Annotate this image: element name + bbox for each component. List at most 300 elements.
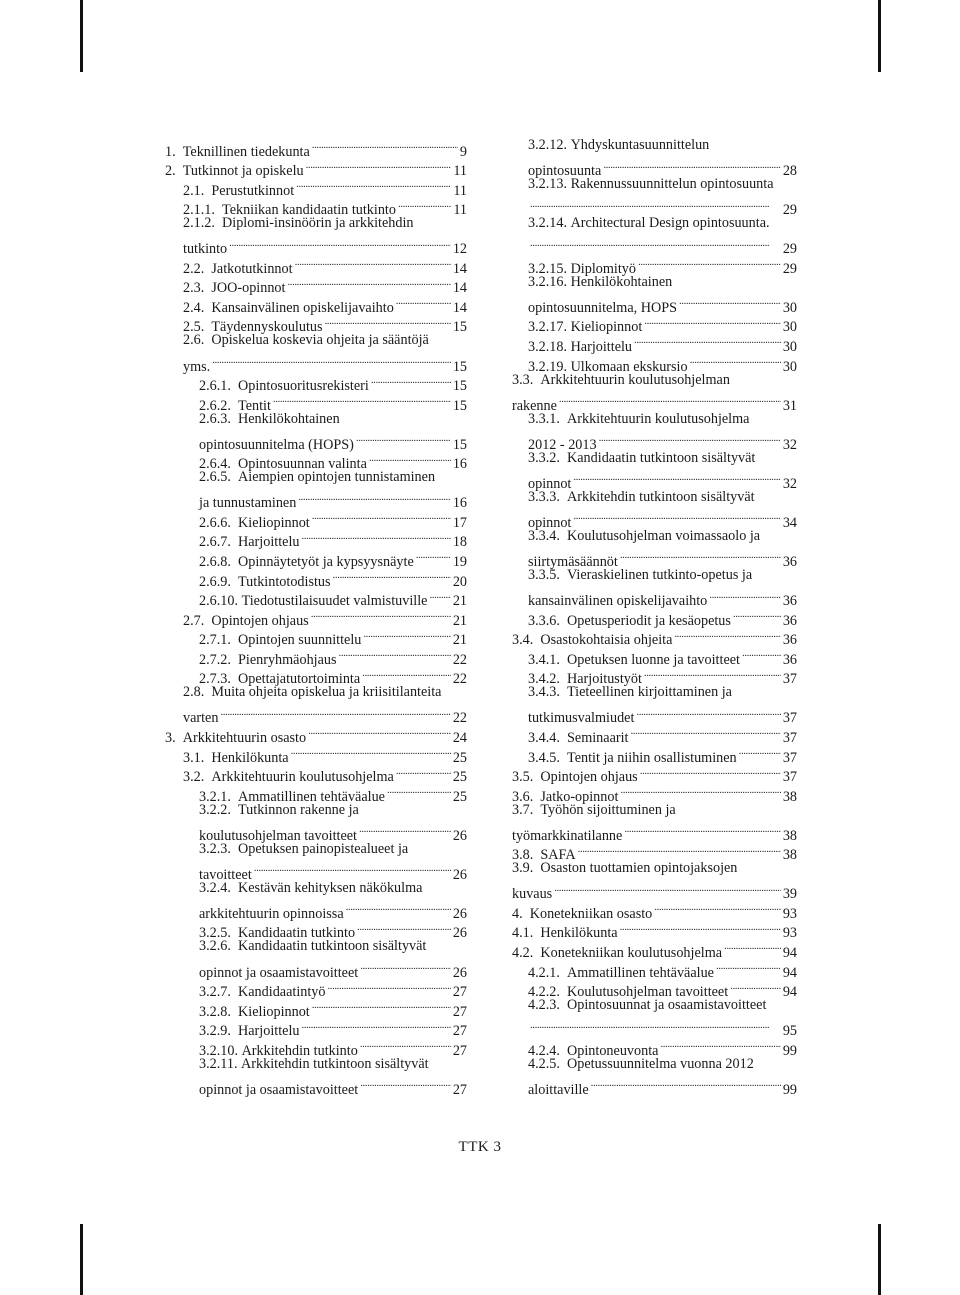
toc-leader-dots <box>620 781 780 801</box>
toc-entry-page: 28 <box>782 163 797 180</box>
toc-entry-page: 27 <box>452 1003 467 1020</box>
toc-entry[interactable] <box>165 371 467 395</box>
toc-entry-title: 2012 - 2013 <box>528 436 597 453</box>
toc-entry[interactable] <box>512 527 797 547</box>
toc-entry-page: 30 <box>782 339 797 356</box>
toc-leader-dots <box>636 703 780 723</box>
toc-entry-title: 3.3.1. Arkkitehtuurin koulutusohjelma <box>528 410 750 427</box>
toc-entry-title: 2.6.9. Tutkintotodistus <box>199 573 331 590</box>
toc-entry[interactable] <box>512 371 797 391</box>
toc-entry-page: 37 <box>782 710 797 727</box>
toc-entry-title: 3.4.4. Seminaarit <box>528 729 629 746</box>
toc-entry-page: 37 <box>782 729 797 746</box>
toc-entry-title: 3.4.2. Harjoitustyöt <box>528 671 642 688</box>
toc-leader-dots <box>624 820 780 840</box>
toc-leader-dots <box>573 468 780 488</box>
toc-entry-title: 2.6.4. Opintosuunnan valinta <box>199 456 367 473</box>
toc-entry-title: 3.6. Jatko-opinnot <box>512 788 619 805</box>
toc-entry[interactable] <box>512 683 797 703</box>
toc-entry-page: 37 <box>782 769 797 786</box>
toc-entry[interactable] <box>165 566 467 590</box>
toc-leader-dots <box>398 195 451 215</box>
toc-entry[interactable] <box>512 840 797 864</box>
toc-entry-title: 2.6.2. Tentit <box>199 397 271 414</box>
toc-entry-title: yms. <box>183 358 211 375</box>
toc-entry[interactable] <box>165 957 467 981</box>
toc-entry-page: 27 <box>452 984 467 1001</box>
toc-entry-title: opintosuunnitelma, HOPS <box>528 299 677 316</box>
toc-leader-dots <box>578 840 781 860</box>
toc-entry[interactable] <box>165 234 467 258</box>
toc-entry[interactable] <box>165 195 467 219</box>
toc-entry[interactable] <box>512 996 797 1016</box>
toc-entry-title: 2.6.5. Aiempien opintojen tunnistaminen <box>199 469 436 486</box>
toc-entry-page: 37 <box>782 749 797 766</box>
toc-entry-page: 22 <box>452 710 467 727</box>
toc-entry[interactable] <box>165 996 467 1020</box>
toc-entry-page: 94 <box>782 964 797 981</box>
toc-leader-dots <box>620 546 781 566</box>
toc-entry[interactable] <box>512 449 797 469</box>
toc-entry-title: ja tunnustaminen <box>199 495 297 512</box>
toc-entry[interactable] <box>512 1055 797 1075</box>
toc-leader-dots <box>346 898 451 918</box>
toc-column-right <box>512 136 797 1098</box>
toc-entry-title: 3.2.19. Ulkomaan ekskursio <box>528 358 688 375</box>
toc-entry-title: 4.2.1. Ammatillinen tehtäväalue <box>528 964 714 981</box>
toc-entry[interactable] <box>512 937 797 961</box>
toc-entry-title: 4.2.5. Opetussuunnitelma vuonna 2012 <box>528 1055 754 1072</box>
toc-entry-title: 3.2.14. Architectural Design opintosuunta. <box>528 215 770 232</box>
toc-entry-title: siirtymäsäännöt <box>528 554 618 571</box>
toc-entry[interactable] <box>512 879 797 903</box>
toc-entry[interactable] <box>165 410 467 430</box>
toc-leader-dots <box>296 175 451 195</box>
toc-entry[interactable] <box>165 273 467 297</box>
toc-entry-title: 3.2.18. Harjoittelu <box>528 339 633 356</box>
toc-entry[interactable] <box>512 859 797 879</box>
toc-entry-title: 3.2.15. Diplomityö <box>528 260 636 277</box>
toc-entry[interactable] <box>512 292 797 316</box>
toc-entry-page: 32 <box>782 475 797 492</box>
toc-entry[interactable] <box>165 1055 467 1075</box>
toc-leader-dots <box>312 507 451 527</box>
toc-entry-page: 31 <box>782 397 797 414</box>
toc-entry[interactable] <box>512 273 797 293</box>
toc-entry[interactable] <box>165 136 467 160</box>
toc-entry-page: 30 <box>782 299 797 316</box>
toc-entry-title: 3.4.3. Tieteellinen kirjoittaminen ja <box>528 684 732 701</box>
toc-entry[interactable] <box>512 1074 797 1098</box>
toc-entry[interactable] <box>512 214 797 234</box>
toc-entry[interactable] <box>512 703 797 727</box>
toc-leader-dots <box>369 449 451 469</box>
toc-entry-title: 4.1. Henkilökunta <box>512 925 618 942</box>
toc-entry-page: 29 <box>782 202 797 219</box>
toc-entry[interactable] <box>512 546 797 571</box>
toc-entry-title: 3.2.8. Kieliopinnot <box>199 1003 310 1020</box>
toc-entry-title: 2.6.7. Harjoittelu <box>199 534 300 551</box>
toc-entry-page: 38 <box>782 827 797 844</box>
toc-entry-page: 99 <box>782 1042 797 1059</box>
toc-leader-dots <box>311 605 451 625</box>
toc-entry[interactable] <box>165 898 467 922</box>
toc-entry[interactable] <box>512 156 797 180</box>
toc-entry[interactable] <box>165 1016 467 1040</box>
toc-entry[interactable] <box>165 977 467 1001</box>
toc-entry-page: 15 <box>452 397 467 414</box>
toc-entry-title: 2.1. Perustutkinnot <box>183 182 295 199</box>
toc-entry-page: 93 <box>782 905 797 922</box>
toc-entry-title: 3.3.5. Vieraskielinen tutkinto-opetus ja <box>528 567 753 584</box>
toc-entry-title: tavoitteet <box>199 866 252 883</box>
toc-entry-title: 3.4.5. Tentit ja niihin osallistuminen <box>528 749 737 766</box>
toc-leader-dots <box>603 156 781 176</box>
toc-entry[interactable] <box>165 507 467 531</box>
toc-leader-dots <box>356 429 451 449</box>
toc-entry-title: tutkinto <box>183 241 228 258</box>
toc-entry[interactable] <box>165 449 467 473</box>
toc-entry[interactable] <box>512 605 797 629</box>
toc-entry-page: 15 <box>452 358 467 375</box>
toc-entry[interactable] <box>165 390 467 414</box>
toc-entry-page: 11 <box>453 202 467 219</box>
toc-leader-dots <box>644 664 781 684</box>
toc-entry[interactable] <box>165 605 467 629</box>
toc-leader-dots <box>295 253 451 273</box>
toc-leader-dots <box>554 879 781 899</box>
toc-entry-title: 3.2.6. Kandidaatin tutkintoon sisältyvät <box>199 938 427 955</box>
toc-entry-title: työmarkkinatilanne <box>512 827 623 844</box>
toc-leader-dots <box>638 253 781 273</box>
toc-entry-title: 3.2. Arkkitehtuurin koulutusohjelma <box>183 769 394 786</box>
toc-leader-dots <box>220 703 450 723</box>
toc-entry-page: 95 <box>782 1023 797 1040</box>
toc-entry[interactable] <box>512 175 797 195</box>
toc-entry-title: 3. Arkkitehtuurin osasto <box>165 729 307 746</box>
toc-entry-page: 25 <box>452 749 467 766</box>
toc-entry[interactable] <box>512 195 797 219</box>
toc-entry-page: 9 <box>459 143 467 160</box>
toc-entry-title: 3.2.2. Tutkinnon rakenne ja <box>199 801 359 818</box>
toc-entry-title: 2.6.8. Opinnäytetyöt ja kypsyysnäyte <box>199 554 414 571</box>
toc-entry-page: 94 <box>782 984 797 1001</box>
crop-mark-top-left <box>80 0 83 72</box>
toc-leader-dots <box>640 762 781 782</box>
toc-entry[interactable] <box>165 859 467 883</box>
toc-entry[interactable] <box>512 625 797 649</box>
toc-entry-title: 4.2. Konetekniikan koulutusohjelma <box>512 944 723 961</box>
toc-leader-dots <box>312 996 451 1016</box>
toc-leader-dots <box>291 742 451 762</box>
toc-entry[interactable] <box>512 722 797 746</box>
toc-entry[interactable] <box>165 644 467 668</box>
toc-leader-dots <box>254 859 451 879</box>
toc-entry-title: 2.6.3. Henkilökohtainen <box>199 410 340 427</box>
toc-entry-title: 3.9. Osaston tuottamien opintojaksojen <box>512 860 738 877</box>
toc-entry-page: 34 <box>782 514 797 531</box>
toc-entry-title: opinnot ja osaamistavoitteet <box>199 964 359 981</box>
toc-entry-title: 3.5. Opintojen ohjaus <box>512 769 638 786</box>
toc-entry-page: 27 <box>452 1042 467 1059</box>
toc-entry-page: 30 <box>782 358 797 375</box>
toc-leader-dots <box>716 957 781 977</box>
toc-entry-title: 2.5. Täydennyskoulutus <box>183 319 323 336</box>
toc-entry-page: 36 <box>782 593 797 610</box>
toc-entry-page: 15 <box>452 319 467 336</box>
toc-leader-dots <box>730 977 781 997</box>
toc-entry-page: 26 <box>452 925 467 942</box>
toc-entry-title: 3.4. Osastokohtaisia ohjeita <box>512 632 673 649</box>
toc-entry-title: 2.1.2. Diplomi-insinöörin ja arkkitehdin <box>183 215 414 232</box>
toc-entry-title: opintosuunnitelma (HOPS) <box>199 436 354 453</box>
toc-entry[interactable] <box>512 762 797 786</box>
toc-entry-title: arkkitehtuurin opinnoissa <box>199 905 344 922</box>
toc-entry-title: 3.2.16. Henkilökohtainen <box>528 273 673 290</box>
toc-entry-page: 36 <box>782 554 797 571</box>
toc-leader-dots <box>530 234 781 254</box>
toc-leader-dots <box>362 664 451 684</box>
toc-entry[interactable] <box>165 703 467 727</box>
toc-leader-dots <box>301 1016 450 1036</box>
toc-entry-page: 21 <box>452 593 467 610</box>
toc-entry[interactable] <box>512 1016 797 1040</box>
toc-entry[interactable] <box>165 253 467 277</box>
toc-entry-page: 11 <box>453 163 467 180</box>
toc-column-left <box>165 136 467 1098</box>
toc-entry[interactable] <box>165 214 467 234</box>
toc-leader-dots <box>357 918 451 938</box>
toc-entry-title: 2. Tutkinnot ja opiskelu <box>165 163 304 180</box>
toc-entry[interactable] <box>512 918 797 942</box>
toc-entry[interactable] <box>512 801 797 821</box>
toc-entry-page: 93 <box>782 925 797 942</box>
toc-entry[interactable] <box>512 664 797 688</box>
toc-leader-dots <box>229 234 451 254</box>
toc-entry-page: 36 <box>782 632 797 649</box>
toc-leader-dots <box>591 1074 781 1094</box>
toc-leader-dots <box>360 957 451 977</box>
toc-entry[interactable] <box>512 136 797 156</box>
toc-entry[interactable] <box>165 879 467 899</box>
toc-entry[interactable] <box>165 331 467 351</box>
toc-entry-page: 26 <box>452 866 467 883</box>
toc-entry[interactable] <box>512 429 797 453</box>
toc-entry-page: 29 <box>782 260 797 277</box>
toc-entry-page: 32 <box>782 436 797 453</box>
toc-entry-page: 17 <box>452 514 467 531</box>
toc-entry-title: 3.2.5. Kandidaatin tutkinto <box>199 925 356 942</box>
toc-entry[interactable] <box>165 292 467 316</box>
toc-entry[interactable] <box>512 410 797 430</box>
toc-entry[interactable] <box>165 156 467 180</box>
toc-entry[interactable] <box>165 820 467 844</box>
toc-entry[interactable] <box>165 742 467 766</box>
toc-entry[interactable] <box>512 331 797 356</box>
toc-entry-title: 2.7.2. Pienryhmäohjaus <box>199 651 337 668</box>
toc-entry-title: 2.7.1. Opintojen suunnittelu <box>199 632 362 649</box>
toc-entry-title: 2.6.1. Opintosuoritusrekisteri <box>199 378 369 395</box>
toc-leader-dots <box>212 351 451 371</box>
toc-leader-dots <box>654 898 781 918</box>
toc-entry[interactable] <box>512 312 797 336</box>
toc-entry-title: 3.2.11. Arkkitehdin tutkintoon sisältyvät <box>199 1055 429 1072</box>
toc-entry-page: 27 <box>452 1081 467 1098</box>
toc-entry-title: 3.3. Arkkitehtuurin koulutusohjelman <box>512 371 730 388</box>
toc-entry[interactable] <box>165 683 467 703</box>
crop-mark-top-right <box>878 0 881 72</box>
toc-leader-dots <box>298 488 450 508</box>
toc-entry[interactable] <box>512 977 797 1001</box>
toc-entry[interactable] <box>165 801 467 821</box>
toc-entry-title: 3.2.1. Ammatillinen tehtäväalue <box>199 788 385 805</box>
toc-entry[interactable] <box>165 781 467 805</box>
toc-leader-dots <box>416 546 451 566</box>
crop-mark-bottom-right <box>878 1224 881 1295</box>
toc-entry-page: 22 <box>452 651 467 668</box>
toc-entry-page: 12 <box>452 241 467 258</box>
toc-leader-dots <box>530 1016 781 1036</box>
toc-entry[interactable] <box>165 312 467 336</box>
toc-leader-dots <box>634 331 781 351</box>
toc-leader-dots <box>660 1035 780 1055</box>
toc-entry-title: 4. Konetekniikan osasto <box>512 905 653 922</box>
toc-leader-dots <box>339 644 451 664</box>
toc-entry[interactable] <box>165 351 467 375</box>
toc-entry-page: 16 <box>452 495 467 512</box>
toc-leader-dots <box>630 722 780 742</box>
toc-entry-title: 3.8. SAFA <box>512 847 576 864</box>
toc-entry-page: 18 <box>452 534 467 551</box>
toc-entry[interactable] <box>512 488 797 508</box>
toc-entry-title: 4.2.2. Koulutusohjelman tavoitteet <box>528 984 729 1001</box>
toc-entry-title: 2.6.6. Kieliopinnot <box>199 514 310 531</box>
toc-entry[interactable] <box>165 722 467 746</box>
toc-entry-title: aloittaville <box>528 1081 589 1098</box>
toc-entry-page: 94 <box>782 944 797 961</box>
toc-leader-dots <box>360 1074 451 1094</box>
toc-entry[interactable] <box>165 1074 467 1098</box>
toc-entry[interactable] <box>512 586 797 610</box>
toc-entry[interactable] <box>512 234 797 258</box>
toc-entry-page: 39 <box>782 886 797 903</box>
toc-entry-title: opinnot ja osaamistavoitteet <box>199 1081 359 1098</box>
toc-entry-title: 2.4. Kansainvälinen opiskelijavaihto <box>183 299 394 316</box>
toc-entry[interactable] <box>512 957 797 981</box>
toc-entry[interactable] <box>165 762 467 786</box>
toc-entry[interactable] <box>512 781 797 805</box>
toc-entry-page: 37 <box>782 671 797 688</box>
toc-entry[interactable] <box>512 390 797 414</box>
toc-entry-title: 3.2.13. Rakennussuunnittelun opintosuunta <box>528 176 774 193</box>
toc-leader-dots <box>363 625 450 645</box>
toc-entry-title: opinnot <box>528 514 572 531</box>
toc-entry-page: 24 <box>452 729 467 746</box>
toc-entry[interactable] <box>165 468 467 488</box>
toc-entry[interactable] <box>165 664 467 688</box>
toc-entry[interactable] <box>165 175 467 199</box>
toc-entry[interactable] <box>165 546 467 571</box>
toc-leader-dots <box>644 312 781 332</box>
toc-entry-title: 3.2.17. Kieliopinnot <box>528 319 643 336</box>
toc-leader-dots <box>709 586 781 606</box>
toc-entry[interactable] <box>512 820 797 844</box>
toc-entry-title: 3.1. Henkilökunta <box>183 749 289 766</box>
toc-leader-dots <box>387 781 451 801</box>
toc-entry[interactable] <box>512 742 797 766</box>
toc-entry-title: 3.3.4. Koulutusohjelman voimassaolo ja <box>528 527 761 544</box>
toc-leader-dots <box>301 527 450 547</box>
toc-entry-page: 21 <box>452 612 467 629</box>
toc-entry-title: 3.3.3. Arkkitehdin tutkintoon sisältyvät <box>528 488 755 505</box>
toc-entry-page: 16 <box>452 456 467 473</box>
toc-entry[interactable] <box>512 898 797 922</box>
toc-entry-page: 26 <box>452 827 467 844</box>
toc-entry[interactable] <box>512 507 797 531</box>
toc-entry[interactable] <box>165 840 467 860</box>
toc-entry[interactable] <box>512 1035 797 1059</box>
toc-entry-page: 29 <box>782 241 797 258</box>
toc-entry[interactable] <box>165 937 467 957</box>
page-number: TTK 3 <box>458 1139 502 1155</box>
toc-entry-page: 14 <box>452 260 467 277</box>
toc-entry-title: 2.6.10. Tiedotustilaisuudet valmistuville <box>199 593 428 610</box>
toc-entry[interactable] <box>512 566 797 586</box>
crop-mark-bottom-left <box>80 1224 83 1295</box>
toc-entry-title: 1. Teknillinen tiedekunta <box>165 143 310 160</box>
toc-entry-title: 4.2.3. Opintosuunnat ja osaamistavoitteet <box>528 997 767 1014</box>
toc-entry[interactable] <box>165 429 467 453</box>
toc-leader-dots <box>739 742 781 762</box>
toc-leader-dots <box>530 195 781 215</box>
toc-leader-dots <box>359 820 451 840</box>
toc-entry-title: 2.1.1. Tekniikan kandidaatin tutkinto <box>183 202 396 219</box>
toc-entry-page: 21 <box>452 632 467 649</box>
toc-leader-dots <box>333 566 451 586</box>
toc-entry[interactable] <box>165 1035 467 1059</box>
toc-entry[interactable] <box>512 351 797 375</box>
toc-entry[interactable] <box>165 586 467 610</box>
toc-entry-page: 14 <box>452 280 467 297</box>
toc-entry[interactable] <box>165 488 467 512</box>
toc-leader-dots <box>429 586 450 606</box>
toc-entry-title: 2.8. Muita ohjeita opiskelua ja kriisitilanteita <box>183 684 442 701</box>
toc-entry[interactable] <box>512 644 797 668</box>
toc-leader-dots <box>599 429 781 449</box>
toc-entry-title: 3.4.1. Opetuksen luonne ja tavoitteet <box>528 651 740 668</box>
toc-entry[interactable] <box>512 253 797 277</box>
toc-leader-dots <box>396 292 451 312</box>
toc-entry-title: 3.2.10. Arkkitehdin tutkinto <box>199 1042 358 1059</box>
toc-entry[interactable] <box>165 918 467 942</box>
toc-leader-dots <box>724 937 781 957</box>
toc-entry-page: 38 <box>782 847 797 864</box>
toc-leader-dots <box>308 722 451 742</box>
toc-entry-page: 27 <box>452 1023 467 1040</box>
toc-entry[interactable] <box>512 468 797 492</box>
toc-entry-page: 25 <box>452 788 467 805</box>
toc-entry[interactable] <box>165 527 467 551</box>
toc-entry-title: 3.2.12. Yhdyskuntasuunnittelun <box>528 137 710 153</box>
toc-entry-page: 14 <box>452 299 467 316</box>
toc-entry-page: 19 <box>452 554 467 571</box>
toc-entry[interactable] <box>165 625 467 649</box>
toc-entry-title: 3.2.9. Harjoittelu <box>199 1023 300 1040</box>
toc-entry-title: 4.2.4. Opintoneuvonta <box>528 1042 659 1059</box>
toc-entry-title: kuvaus <box>512 886 553 903</box>
toc-leader-dots <box>287 273 450 293</box>
toc-entry-title: 3.2.3. Opetuksen painopistealueet ja <box>199 840 409 857</box>
